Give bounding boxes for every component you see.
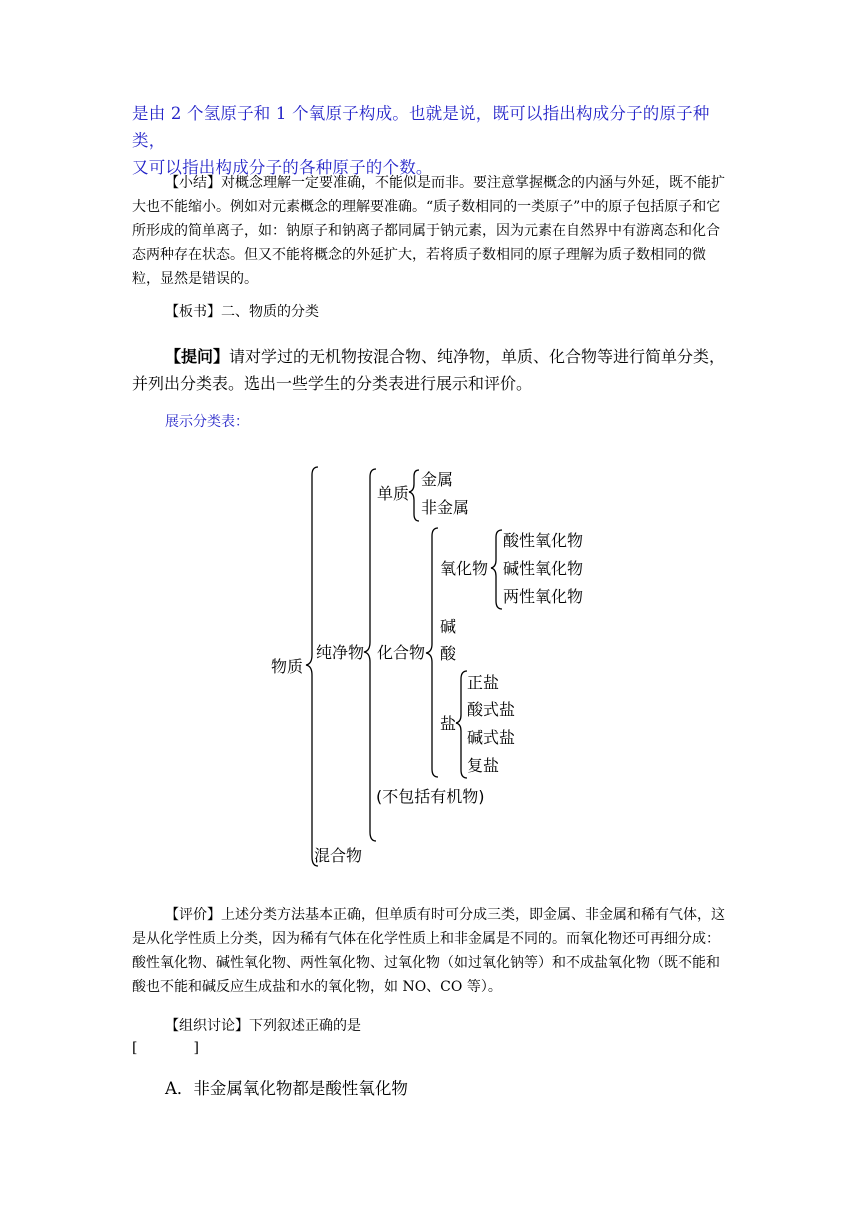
evaluation-paragraph	[132, 903, 732, 999]
brace-salt	[456, 671, 467, 778]
discussion-paragraph	[165, 1014, 361, 1038]
board-tag: 【板书】	[165, 304, 221, 320]
evaluation-tag: 【评价】	[165, 907, 221, 923]
tree-element: 单质	[377, 484, 410, 503]
board-text: 二、物质的分类	[221, 304, 319, 320]
tree-acid: 酸	[440, 644, 457, 663]
tree-double-salt: 复盐	[467, 756, 500, 775]
evaluation-text: 上述分类方法基本正确，但单质有时可分成三类，即金属、非金属和稀有气体，这是从化学性质上分类，因为稀有气体在化学性质上和非金属是不同的。而氧化物还可再细分成：酸性氧化物、碱性氧化物、两性氧化物、过氧化物（如过氧化钠等）和不成盐氧化物（既不能和酸也不能和碱反应生成盐和水的氧化物，如 NO、CO 等）。	[132, 907, 725, 995]
tree-normal-salt: 正盐	[467, 673, 500, 692]
tree-acidic-oxide: 酸性氧化物	[503, 531, 584, 550]
intro-line-2: 又可以指出构成分子的各种原子的个数。	[132, 158, 433, 177]
tree-root: 物质	[271, 657, 304, 676]
tree-metal: 金属	[421, 470, 454, 489]
brace-oxide	[491, 530, 502, 609]
tree-mixture: 混合物	[314, 846, 363, 865]
tree-note: (不包括有机物)	[376, 787, 485, 806]
intro-line-1: 是由 2 个氢原子和 1 个氧原子构成。也就是说，既可以指出构成分子的原子种类，	[132, 104, 710, 150]
tree-oxide: 氧化物	[440, 559, 489, 578]
brace-element	[409, 470, 419, 521]
discussion-tag: 【组织讨论】	[165, 1018, 249, 1034]
tree-compound: 化合物	[377, 643, 426, 662]
brace-compound	[426, 528, 438, 777]
tree-amphoteric-oxide: 两性氧化物	[503, 587, 584, 606]
tree-base: 碱	[440, 617, 457, 636]
tree-basic-salt: 碱式盐	[467, 728, 516, 747]
brace-root	[306, 467, 318, 866]
tree-pure: 纯净物	[316, 643, 365, 662]
question-text: 请对学过的无机物按混合物、纯净物，单质、化合物等进行简单分类，并列出分类表。选出一些学生的分类表进行展示和评价。	[132, 347, 726, 393]
tree-acid-salt: 酸式盐	[467, 700, 516, 719]
tree-basic-oxide: 碱性氧化物	[503, 559, 584, 578]
tree-nonmetal: 非金属	[421, 498, 470, 517]
tree-salt: 盐	[440, 714, 457, 733]
summary-text: 对概念理解一定要准确，不能似是而非。要注意掌握概念的内涵与外延，既不能扩大也不能缩小。例如对元素概念的理解要准确。“质子数相同的一类原子”中的原子包括原子和它所形成的简单离子，如：钠原子和钠离子都同属于钠元素，因为元素在自然界中有游离态和化合态两种存在状态。但又不能将概念的外延扩大，若将质子数相同的原子理解为质子数相同的微粒，显然是错误的。	[132, 175, 725, 287]
answer-bracket: [ ]	[132, 1040, 199, 1056]
summary-tag: 【小结】	[165, 175, 221, 191]
brace-pure	[364, 469, 376, 841]
option-a: A．非金属氧化物都是酸性氧化物	[165, 1079, 408, 1098]
show-label: 展示分类表：	[165, 414, 249, 430]
question-tag: 【提问】	[165, 347, 230, 366]
discussion-text: 下列叙述正确的是	[249, 1018, 361, 1034]
